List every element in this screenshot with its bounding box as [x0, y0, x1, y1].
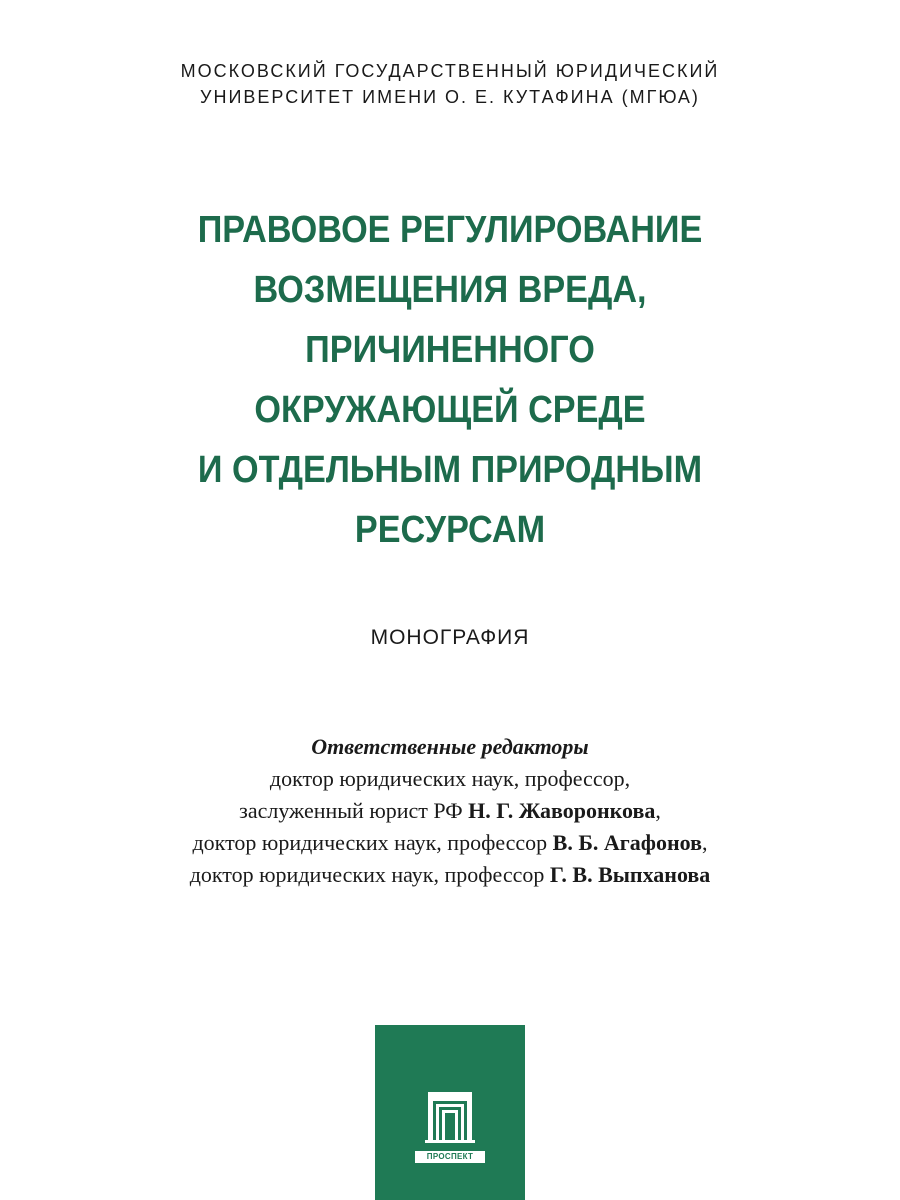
book-title [45, 200, 855, 560]
editors-block [0, 731, 900, 891]
editor-credentials-line-1 [0, 763, 900, 795]
institution-line-1: МОСКОВСКИЙ ГОСУДАРСТВЕННЫЙ ЮРИДИЧЕСКИЙ [180, 61, 720, 81]
editor-title-text: доктор юридических наук, профессор [189, 862, 550, 887]
institution-line-2: УНИВЕРСИТЕТ ИМЕНИ О. Е. КУТАФИНА (МГЮА) [200, 87, 700, 107]
editors-heading: Ответственные редакторы [311, 734, 589, 759]
editor-name-agafonov: В. Б. Агафонов [552, 830, 702, 855]
publisher-logo [375, 1025, 525, 1200]
title-line-1: ПРАВОВОЕ РЕГУЛИРОВАНИЕ [197, 209, 703, 251]
prospekt-building-icon [375, 1025, 525, 1200]
editor-separator: , [655, 798, 661, 823]
editor-line-agafonov [0, 827, 900, 859]
editor-line-vypkhanova [0, 859, 900, 891]
publisher-name: ПРОСПЕКТ [415, 1151, 485, 1163]
editor-separator: , [702, 830, 708, 855]
editor-credentials-text: доктор юридических наук, профессор, [269, 766, 631, 791]
editor-name-vypkhanova: Г. В. Выпханова [549, 862, 711, 887]
editor-title-text: заслуженный юрист РФ [239, 798, 469, 823]
institution-name [0, 58, 900, 110]
title-line-4: ОКРУЖАЮЩЕЙ СРЕДЕ [254, 389, 646, 431]
editor-name-zhavoronkova: Н. Г. Жаворонкова [468, 798, 656, 823]
editor-line-zhavoronkova [0, 795, 900, 827]
title-line-2: ВОЗМЕЩЕНИЯ ВРЕДА, [253, 269, 647, 311]
title-line-3: ПРИЧИНЕННОГО [305, 329, 595, 371]
book-genre: МОНОГРАФИЯ [370, 626, 530, 649]
title-line-5: И ОТДЕЛЬНЫМ ПРИРОДНЫМ [197, 449, 703, 491]
editor-title-text: доктор юридических наук, профессор [192, 830, 553, 855]
title-line-6: РЕСУРСАМ [354, 509, 546, 551]
